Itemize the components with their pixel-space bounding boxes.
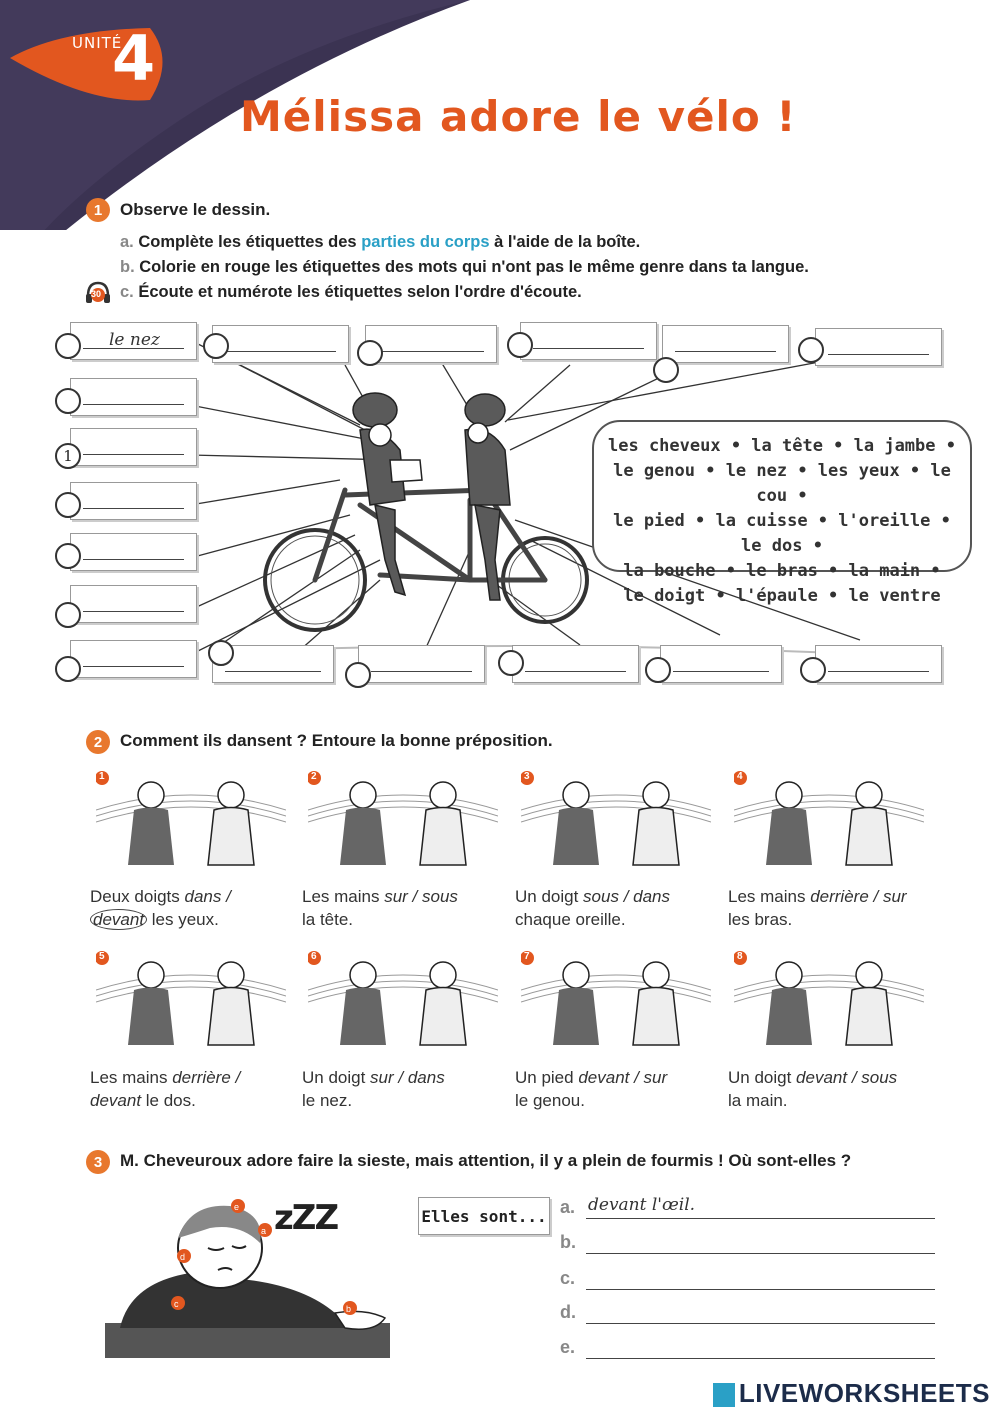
dance-illustration <box>96 770 286 870</box>
logo-text: LIVEWORKSHEETS <box>738 1378 990 1408</box>
instruction-a-text: Complète les étiquettes des <box>138 233 357 251</box>
caption-start: Les mains <box>728 887 811 906</box>
preposition-option[interactable]: sous <box>422 887 458 906</box>
instruction-c-letter: c. <box>120 283 134 301</box>
label-line <box>83 454 184 455</box>
order-number-circle[interactable] <box>498 650 524 676</box>
preposition-option[interactable]: dans <box>633 887 671 906</box>
label-field[interactable] <box>70 640 197 678</box>
dance-illustration <box>308 950 498 1050</box>
preposition-option[interactable]: devant <box>796 1068 848 1087</box>
answer-line <box>586 1358 935 1359</box>
answer-row[interactable] <box>560 1266 935 1294</box>
elles-sont-box: Elles sont... <box>418 1197 550 1235</box>
preposition-option[interactable]: sous <box>583 887 619 906</box>
option-separator: / <box>629 1068 644 1087</box>
label-line <box>83 508 184 509</box>
caption-end: le genou. <box>515 1091 585 1110</box>
dance-caption <box>90 885 290 931</box>
caption-start: Un pied <box>515 1068 579 1087</box>
instruction-a-highlight: parties du corps <box>361 233 490 251</box>
word-box <box>592 420 972 606</box>
dance-caption <box>302 885 502 931</box>
audio-track-number: 30 <box>91 289 102 299</box>
word-box-line: les cheveux • la tête • la jambe • <box>608 436 956 456</box>
answer-letter: d. <box>560 1302 576 1322</box>
label-field[interactable] <box>512 645 639 683</box>
instruction-b <box>120 258 809 277</box>
caption-end: le nez. <box>302 1091 353 1110</box>
ant-mark-b: b <box>346 1304 352 1314</box>
dance-illustration <box>96 950 286 1050</box>
caption-end: la tête. <box>302 910 354 929</box>
exercise-3-badge: 3 <box>86 1150 110 1174</box>
snore-text: zZZ <box>274 1198 338 1238</box>
unit-label: UNITÉ <box>72 34 123 52</box>
page-title: Mélissa adore le vélo ! <box>240 92 797 141</box>
word-box-line: le pied • la cuisse • l'oreille • le dos • <box>613 511 951 556</box>
label-example-text: le nez <box>109 330 160 350</box>
label-field[interactable] <box>815 328 942 366</box>
label-line <box>225 671 321 672</box>
label-line <box>673 671 769 672</box>
instruction-a <box>120 233 640 252</box>
label-line <box>828 354 929 355</box>
label-field[interactable] <box>70 378 197 416</box>
label-line <box>525 671 626 672</box>
answer-letter: a. <box>560 1197 576 1217</box>
word-box-line: le doigt • l'épaule • le ventre <box>623 586 941 606</box>
option-separator: / <box>230 1068 241 1087</box>
caption-end: chaque oreille. <box>515 910 626 929</box>
dance-item-number: 5 <box>99 951 105 962</box>
order-number-circle[interactable] <box>55 333 81 359</box>
label-field[interactable] <box>70 482 197 520</box>
caption-start: Un doigt <box>515 887 584 906</box>
answer-row[interactable] <box>560 1195 935 1223</box>
dance-item-number: 3 <box>524 771 530 782</box>
ant-mark-a: a <box>261 1226 267 1236</box>
order-number-circle[interactable] <box>55 602 81 628</box>
word-box-line: le genou • le nez • les yeux • le cou • <box>613 461 951 506</box>
caption-end: la main. <box>728 1091 788 1110</box>
dance-illustration <box>308 770 498 870</box>
label-line <box>83 666 184 667</box>
label-field[interactable] <box>660 645 782 683</box>
answer-letter: c. <box>560 1268 576 1288</box>
dance-item-number: 7 <box>524 951 530 962</box>
order-number-circle[interactable] <box>55 492 81 518</box>
option-separator: / <box>868 887 883 906</box>
dance-illustration <box>734 950 924 1050</box>
answer-letter: b. <box>560 1232 576 1252</box>
preposition-option[interactable]: sur <box>370 1068 394 1087</box>
order-number-circle[interactable] <box>55 388 81 414</box>
caption-end: les yeux. <box>147 910 219 929</box>
option-separator: / <box>618 887 634 906</box>
order-number-circle[interactable]: 1 <box>55 443 81 469</box>
option-separator: / <box>847 1068 862 1087</box>
dance-caption <box>515 1066 715 1112</box>
order-number-circle[interactable] <box>653 357 679 383</box>
preposition-option[interactable]: dans <box>184 887 222 906</box>
preposition-option[interactable]: devant <box>90 909 147 930</box>
preposition-option[interactable]: sur <box>882 887 907 906</box>
answer-row[interactable] <box>560 1335 935 1363</box>
word-box-line: la bouche • le bras • la main • <box>623 561 941 581</box>
label-field[interactable] <box>520 322 657 360</box>
order-number-circle[interactable] <box>203 333 229 359</box>
label-field[interactable] <box>358 645 485 683</box>
liveworksheets-logo[interactable] <box>713 1378 990 1409</box>
preposition-option[interactable]: sur <box>384 887 408 906</box>
dance-item-number: 8 <box>737 951 743 962</box>
label-line <box>828 671 929 672</box>
label-field[interactable] <box>212 325 349 363</box>
option-separator: / <box>407 887 422 906</box>
order-number-circle[interactable] <box>798 337 824 363</box>
dance-caption <box>728 885 928 931</box>
option-separator: / <box>221 887 231 906</box>
label-field[interactable] <box>70 428 197 466</box>
ant-mark-e: e <box>234 1202 240 1212</box>
caption-start: Un doigt <box>728 1068 797 1087</box>
dance-illustration <box>521 950 711 1050</box>
label-line <box>371 671 472 672</box>
option-separator: / <box>393 1068 408 1087</box>
preposition-option[interactable]: sur <box>643 1068 668 1087</box>
logo-mark-icon <box>713 1383 735 1407</box>
order-number-circle[interactable] <box>55 656 81 682</box>
caption-start: Les mains <box>302 887 385 906</box>
instruction-a-text-end: à l'aide de la boîte. <box>494 233 641 251</box>
order-number-circle[interactable] <box>800 657 826 683</box>
answer-letter: e. <box>560 1337 576 1357</box>
label-line <box>83 559 184 560</box>
order-number-circle[interactable] <box>208 640 234 666</box>
label-line <box>83 404 184 405</box>
caption-start: Un doigt <box>302 1068 371 1087</box>
label-line <box>225 351 336 352</box>
answer-line <box>586 1323 935 1324</box>
instruction-c <box>120 283 582 302</box>
answer-line <box>586 1218 935 1219</box>
order-number-circle[interactable] <box>357 340 383 366</box>
instruction-b-letter: b. <box>120 258 135 276</box>
caption-end: les bras. <box>728 910 793 929</box>
dance-illustration <box>734 770 924 870</box>
order-number-circle[interactable] <box>345 662 371 688</box>
exercise-2-badge: 2 <box>86 730 110 754</box>
instruction-b-text: Colorie en rouge les étiquettes des mots qui n'ont pas le même genre dans ta langue. <box>139 258 809 276</box>
exercise-1-badge: 1 <box>86 198 110 222</box>
label-field[interactable] <box>70 322 197 360</box>
answer-line <box>586 1289 935 1290</box>
dance-illustration <box>521 770 711 870</box>
label-field[interactable] <box>815 645 942 683</box>
preposition-option[interactable]: devant <box>578 1068 630 1087</box>
exercise-2-title: Comment ils dansent ? Entoure la bonne préposition. <box>120 731 553 750</box>
caption-start: Les mains <box>90 1068 173 1087</box>
label-line <box>675 351 776 352</box>
dance-caption <box>302 1066 502 1112</box>
label-line <box>378 351 484 352</box>
instruction-a-letter: a. <box>120 233 134 251</box>
preposition-option[interactable]: dans <box>407 1068 445 1087</box>
sleeping-man-illustration <box>100 1188 400 1363</box>
label-field[interactable] <box>70 533 197 571</box>
dance-item-number: 6 <box>311 951 317 962</box>
order-number-circle[interactable] <box>55 543 81 569</box>
dance-caption <box>728 1066 928 1112</box>
label-field[interactable] <box>365 325 497 363</box>
answer-row[interactable] <box>560 1230 935 1258</box>
audio-headphones-icon[interactable] <box>84 280 112 306</box>
answer-row[interactable] <box>560 1300 935 1328</box>
exercise-3-title: M. Cheveuroux adore faire la sieste, mais attention, il y a plein de fourmis ! Où sont-elles ? <box>120 1151 852 1170</box>
order-number-circle[interactable] <box>507 332 533 358</box>
label-field[interactable] <box>662 325 789 363</box>
preposition-option[interactable]: sous <box>861 1068 898 1087</box>
dance-item-number: 4 <box>737 771 743 782</box>
preposition-option[interactable]: derrière <box>172 1068 231 1087</box>
answer-line <box>586 1253 935 1254</box>
instruction-c-text: Écoute et numérote les étiquettes selon l'ordre d'écoute. <box>138 283 582 301</box>
caption-start: Deux doigts <box>90 887 185 906</box>
dance-item-number: 1 <box>99 771 105 782</box>
dance-item-number: 2 <box>311 771 317 782</box>
preposition-option[interactable]: derrière <box>810 887 869 906</box>
ant-mark-c: c <box>174 1299 179 1309</box>
answer-text: devant l'œil. <box>588 1195 696 1215</box>
caption-end: le dos. <box>141 1091 196 1110</box>
order-number-circle[interactable] <box>645 657 671 683</box>
label-field[interactable] <box>70 585 197 623</box>
label-line <box>83 611 184 612</box>
ant-mark-d: d <box>180 1252 186 1262</box>
exercise-1-title: Observe le dessin. <box>120 200 271 219</box>
label-line <box>533 348 644 349</box>
unit-number: 4 <box>112 22 156 95</box>
dance-caption <box>90 1066 290 1112</box>
preposition-option[interactable]: devant <box>90 1091 142 1110</box>
dance-caption <box>515 885 715 931</box>
